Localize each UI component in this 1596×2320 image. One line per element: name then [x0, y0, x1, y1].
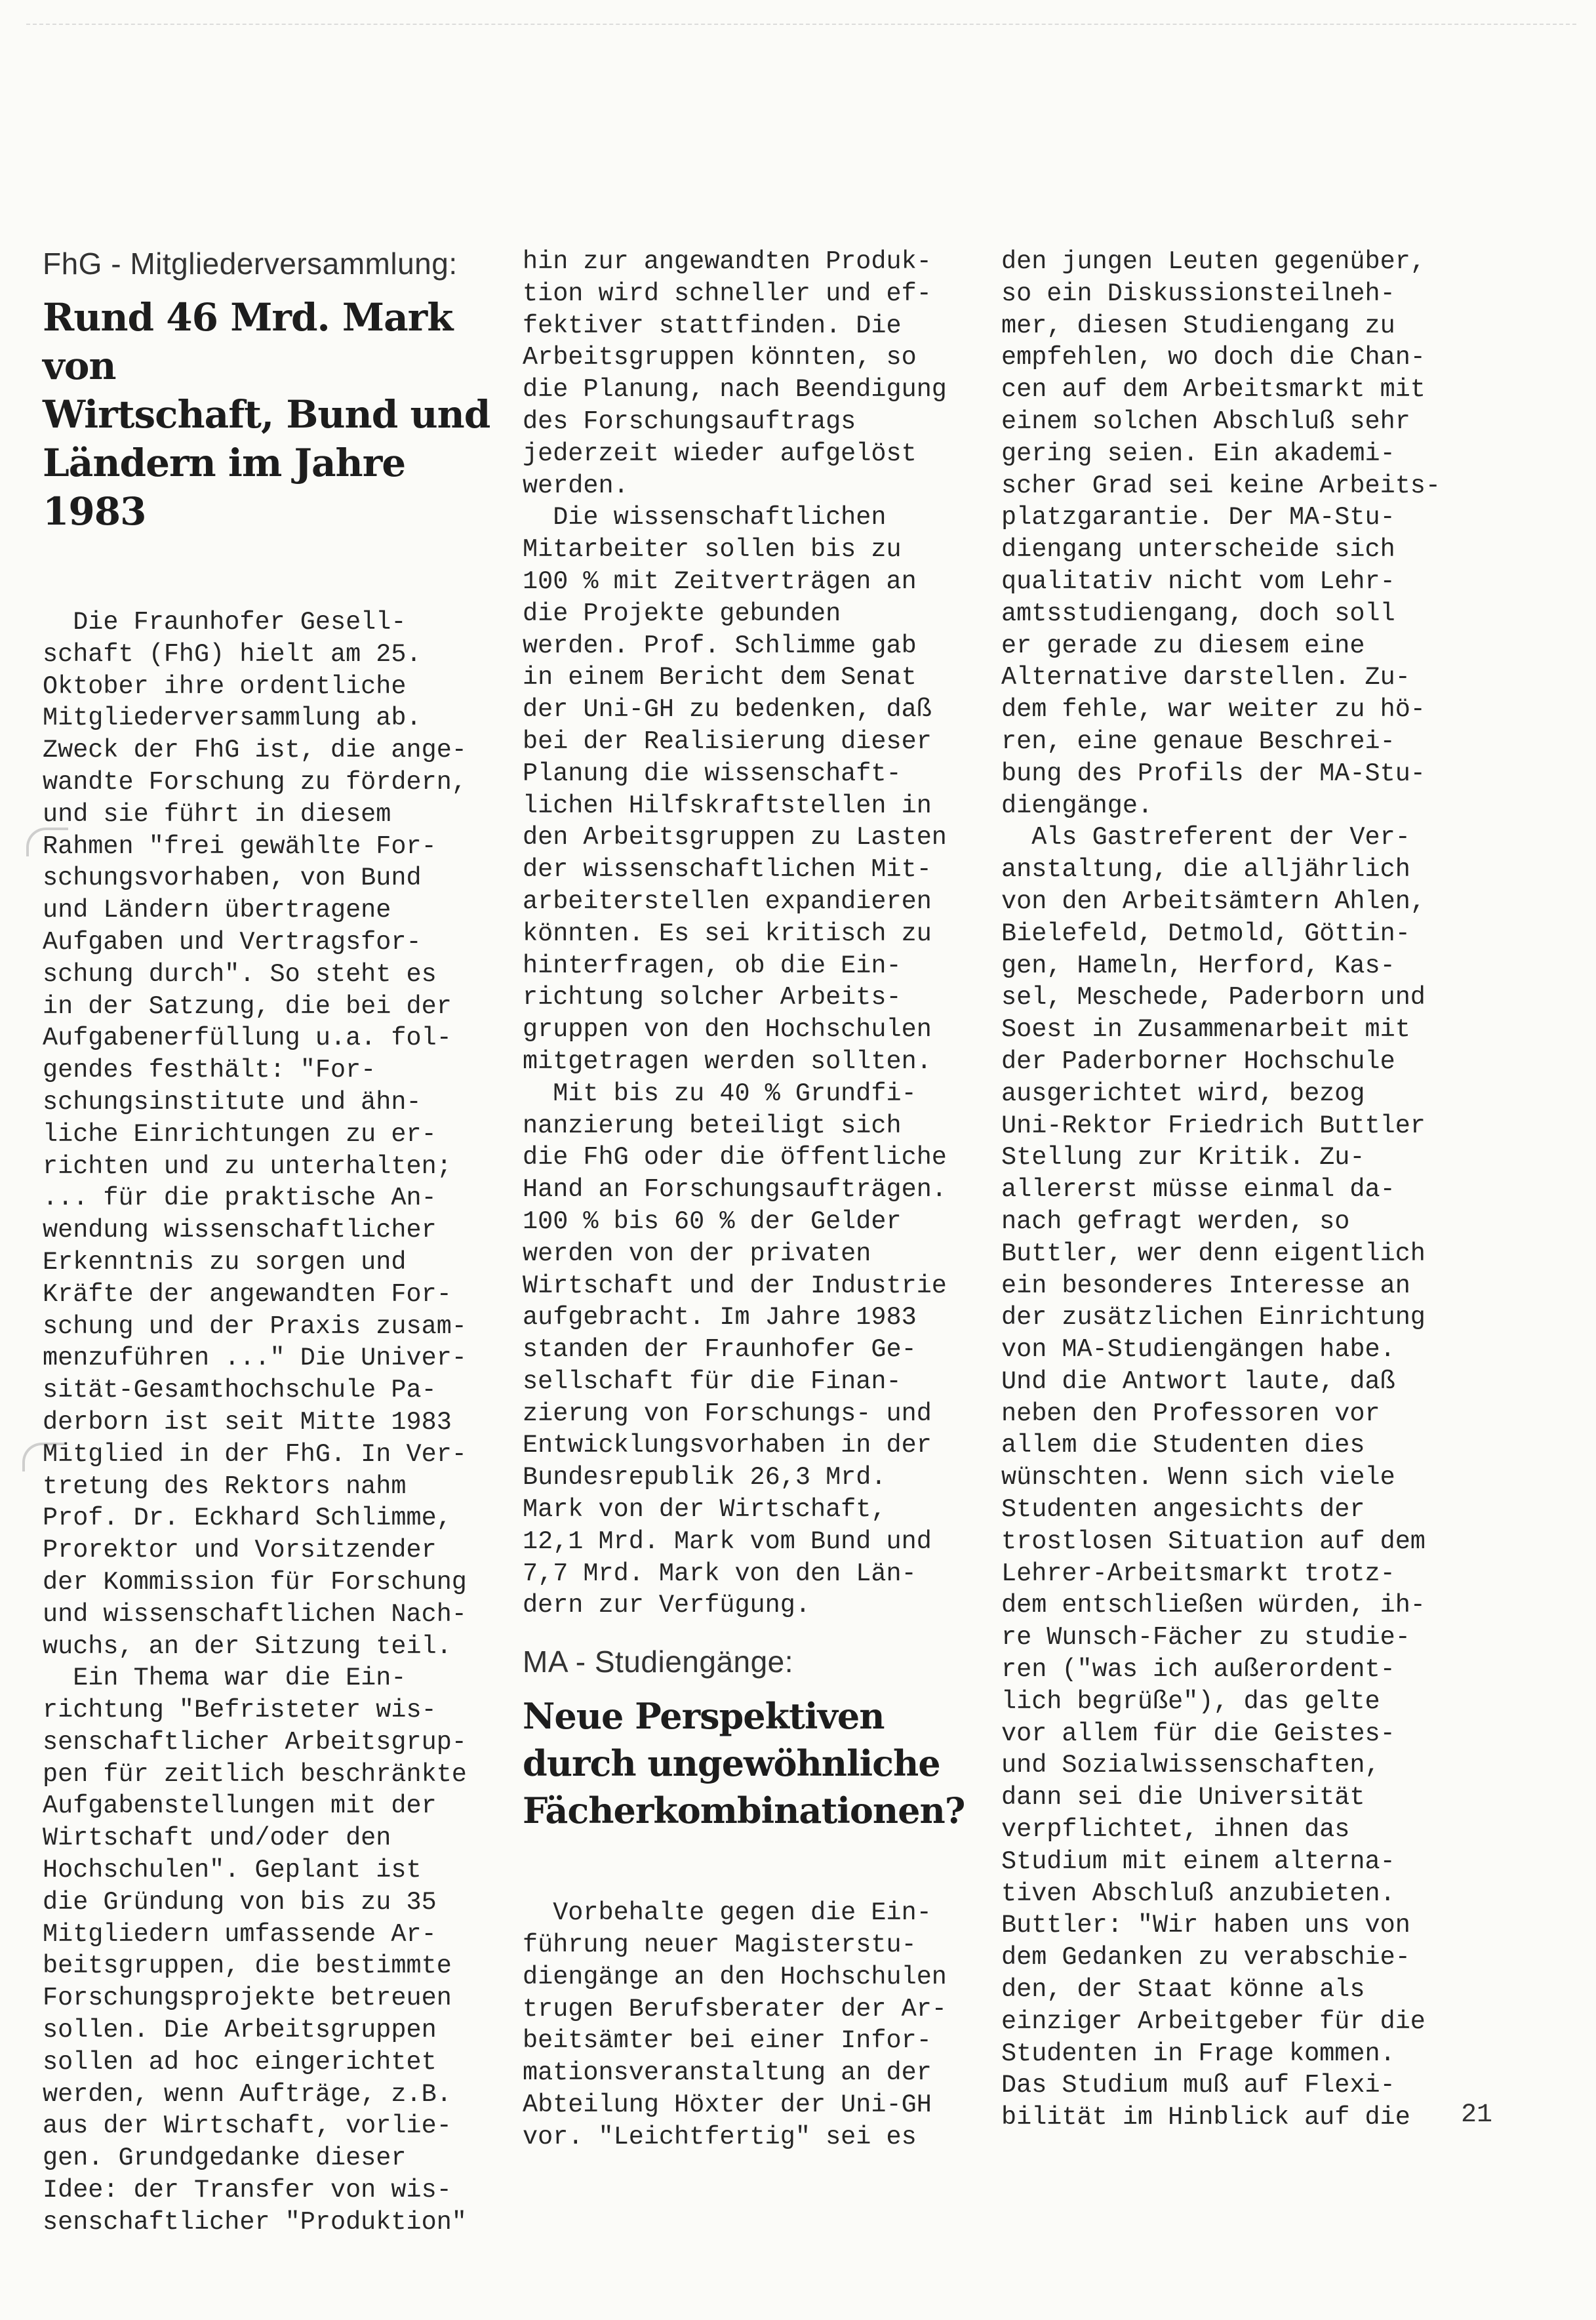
- text-line: von den Arbeitsämtern Ahlen,: [1001, 887, 1426, 916]
- text-line: dem Gedanken zu verabschie-: [1001, 1943, 1410, 1972]
- text-line: standen der Fraunhofer Ge-: [523, 1335, 917, 1365]
- text-line: vor allem für die Geistes-: [1001, 1719, 1395, 1748]
- text-line: bei der Realisierung dieser: [523, 727, 932, 756]
- text-line: Entwicklungsvorhaben in der: [523, 1431, 932, 1460]
- text-line: Studium mit einem alterna-: [1001, 1847, 1395, 1876]
- text-line: Forschungsprojekte betreuen: [43, 1984, 452, 2013]
- column-3: [1001, 246, 1473, 2134]
- text-line: werden von der privaten: [523, 1239, 871, 1268]
- text-line: trostlosen Situation auf dem: [1001, 1527, 1426, 1556]
- headline-line: Ländern im Jahre 1983: [43, 441, 406, 534]
- text-line: Wirtschaft und der Industrie: [523, 1271, 947, 1300]
- text-line: Die Fraunhofer Gesell-: [43, 608, 407, 637]
- text-line: so ein Diskussionsteilneh-: [1001, 279, 1395, 308]
- text-line: Planung die wissenschaft-: [523, 759, 902, 788]
- headline-line: Fächerkombinationen?: [523, 1790, 965, 1832]
- text-line: tretung des Rektors nahm: [43, 1471, 407, 1501]
- text-line: lich begrüße"), das gelte: [1001, 1687, 1380, 1716]
- text-line: dem fehle, war weiter zu hö-: [1001, 695, 1426, 725]
- text-line: gen. Grundgedanke dieser: [43, 2144, 407, 2173]
- text-line: mitgetragen werden sollten.: [523, 1047, 932, 1076]
- text-line: Uni-Rektor Friedrich Buttler: [1001, 1111, 1426, 1140]
- text-line: Hochschulen". Geplant ist: [43, 1856, 422, 1885]
- text-line: den jungen Leuten gegenüber,: [1001, 247, 1426, 276]
- text-line: pen für zeitlich beschränkte: [43, 1759, 467, 1789]
- text-line: Aufgabenerfüllung u.a. fol-: [43, 1024, 452, 1053]
- text-line: Vorbehalte gegen die Ein-: [523, 1898, 932, 1928]
- text-line: bilität im Hinblick auf die: [1001, 2103, 1410, 2132]
- text-line: werden, wenn Aufträge, z.B.: [43, 2079, 452, 2109]
- text-line: den Arbeitsgruppen zu Lasten: [523, 823, 947, 852]
- column-1: [43, 246, 515, 2239]
- text-line: arbeiterstellen expandieren: [523, 887, 932, 916]
- text-line: beitsämter bei einer Infor-: [523, 2026, 932, 2056]
- text-line: schung durch". So steht es: [43, 959, 437, 989]
- text-line: Oktober ihre ordentliche: [43, 671, 407, 701]
- text-line: vor. "Leichtfertig" sei es: [523, 2122, 917, 2151]
- text-line: Bielefeld, Detmold, Göttin-: [1001, 919, 1410, 948]
- text-line: aufgebracht. Im Jahre 1983: [523, 1303, 917, 1332]
- text-line: Wirtschaft und/oder den: [43, 1824, 391, 1853]
- text-line: derborn ist seit Mitte 1983: [43, 1407, 452, 1437]
- article2-body-col2: [523, 1897, 995, 2153]
- text-line: zierung von Forschungs- und: [523, 1399, 932, 1428]
- text-line: hinterfragen, ob die Ein-: [523, 951, 902, 980]
- text-line: von MA-Studiengängen habe.: [1001, 1335, 1395, 1365]
- text-line: platzgarantie. Der MA-Stu-: [1001, 503, 1395, 532]
- text-line: den, der Staat könne als: [1001, 1975, 1365, 2005]
- text-line: neben den Professoren vor: [1001, 1399, 1380, 1428]
- headline-line: Rund 46 Mrd. Mark von: [43, 295, 453, 388]
- text-line: Mitarbeiter sollen bis zu: [523, 535, 902, 565]
- article2-header: [523, 1644, 995, 1834]
- text-line: Prorektor und Vorsitzender: [43, 1536, 437, 1565]
- text-line: werden.: [523, 471, 629, 500]
- text-line: anstaltung, die alljährlich: [1001, 855, 1410, 885]
- text-line: Ein Thema war die Ein-: [43, 1664, 407, 1693]
- text-line: dern zur Verfügung.: [523, 1591, 810, 1620]
- text-line: wuchs, an der Sitzung teil.: [43, 1631, 452, 1661]
- text-line: cen auf dem Arbeitsmarkt mit: [1001, 375, 1426, 405]
- text-line: allererst müsse einmal da-: [1001, 1175, 1395, 1205]
- text-line: scher Grad sei keine Arbeits-: [1001, 471, 1441, 500]
- text-line: die Gründung von bis zu 35: [43, 1887, 437, 1917]
- text-line: 7,7 Mrd. Mark von den Län-: [523, 1559, 917, 1588]
- page-number: 21: [1461, 2100, 1493, 2130]
- text-line: Alternative darstellen. Zu-: [1001, 663, 1410, 692]
- text-line: allem die Studenten dies: [1001, 1431, 1365, 1460]
- text-line: mationsveranstaltung an der: [523, 2058, 932, 2088]
- text-line: Aufgaben und Vertragsfor-: [43, 927, 422, 957]
- text-line: schung und der Praxis zusam-: [43, 1311, 467, 1341]
- text-line: empfehlen, wo doch die Chan-: [1001, 343, 1426, 372]
- text-line: mer, diesen Studiengang zu: [1001, 311, 1395, 340]
- text-line: menzuführen ..." Die Univer-: [43, 1344, 467, 1373]
- text-line: sollen. Die Arbeitsgruppen: [43, 2016, 437, 2045]
- text-line: ren, eine genaue Beschrei-: [1001, 727, 1395, 756]
- text-line: Mitglied in der FhG. In Ver-: [43, 1439, 467, 1469]
- text-line: könnten. Es sei kritisch zu: [523, 919, 932, 948]
- text-line: sel, Meschede, Paderborn und: [1001, 983, 1426, 1012]
- text-line: ren ("was ich außerordent-: [1001, 1655, 1395, 1685]
- text-line: Soest in Zusammenarbeit mit: [1001, 1015, 1410, 1045]
- text-line: der wissenschaftlichen Mit-: [523, 855, 932, 885]
- text-line: Abteilung Höxter der Uni-GH: [523, 2090, 932, 2120]
- headline-line: Wirtschaft, Bund und: [43, 392, 490, 437]
- text-line: richtung solcher Arbeits-: [523, 983, 902, 1012]
- text-line: Buttler, wer denn eigentlich: [1001, 1239, 1426, 1268]
- text-line: ausgerichtet wird, bezog: [1001, 1079, 1365, 1108]
- text-line: einziger Arbeitgeber für die: [1001, 2007, 1426, 2036]
- text-line: ein besonderes Interesse an: [1001, 1271, 1410, 1300]
- text-line: sellschaft für die Finan-: [523, 1367, 902, 1396]
- text-line: Arbeitsgruppen könnten, so: [523, 343, 917, 372]
- text-line: der Uni-GH zu bedenken, daß: [523, 695, 932, 725]
- text-line: jederzeit wieder aufgelöst: [523, 439, 917, 468]
- text-line: richtung "Befristeter wis-: [43, 1696, 437, 1725]
- text-line: verpflichtet, ihnen das: [1001, 1815, 1350, 1845]
- text-line: Hand an Forschungsaufträgen.: [523, 1175, 947, 1205]
- text-line: werden. Prof. Schlimme gab: [523, 631, 917, 660]
- text-line: Lehrer-Arbeitsmarkt trotz-: [1001, 1559, 1395, 1588]
- text-line: Prof. Dr. Eckhard Schlimme,: [43, 1504, 452, 1533]
- text-line: Buttler: "Wir haben uns von: [1001, 1911, 1410, 1940]
- text-line: hin zur angewandten Produk-: [523, 247, 932, 276]
- text-line: amtsstudiengang, doch soll: [1001, 599, 1395, 628]
- text-line: 12,1 Mrd. Mark vom Bund und: [523, 1527, 932, 1556]
- article1-body-col2: [523, 246, 995, 1622]
- text-line: gendes festhält: "For-: [43, 1056, 376, 1085]
- text-line: senschaftlicher "Produktion": [43, 2207, 467, 2237]
- text-line: qualitativ nicht vom Lehr-: [1001, 567, 1395, 596]
- text-line: wandte Forschung zu fördern,: [43, 767, 467, 797]
- text-line: der Paderborner Hochschule: [1001, 1047, 1395, 1076]
- text-line: senschaftlicher Arbeitsgrup-: [43, 1727, 467, 1757]
- text-line: nanzierung beteiligt sich: [523, 1111, 902, 1140]
- text-line: und wissenschaftlichen Nach-: [43, 1599, 467, 1629]
- headline-line: durch ungewöhnliche: [523, 1742, 940, 1785]
- text-line: schaft (FhG) hielt am 25.: [43, 639, 422, 669]
- text-line: nach gefragt werden, so: [1001, 1207, 1350, 1236]
- text-line: trugen Berufsberater der Ar-: [523, 1994, 947, 2024]
- text-line: sollen ad hoc eingerichtet: [43, 2047, 437, 2077]
- text-line: 100 % mit Zeitverträgen an: [523, 567, 917, 596]
- text-line: ... für die praktische An-: [43, 1184, 437, 1213]
- article2-headline: [523, 1692, 995, 1834]
- text-line: Bundesrepublik 26,3 Mrd.: [523, 1463, 887, 1492]
- text-line: Stellung zur Kritik. Zu-: [1001, 1143, 1365, 1172]
- text-line: richten und zu unterhalten;: [43, 1151, 452, 1181]
- article2-body-col3: [1001, 246, 1473, 2134]
- text-line: schungsvorhaben, von Bund: [43, 864, 422, 893]
- text-line: Studenten in Frage kommen.: [1001, 2039, 1395, 2068]
- text-line: diengänge.: [1001, 791, 1153, 820]
- text-line: Die wissenschaftlichen: [523, 503, 887, 532]
- column-2: [523, 246, 995, 2153]
- text-line: dem entschließen würden, ih-: [1001, 1591, 1426, 1620]
- text-line: Mit bis zu 40 % Grundfi-: [523, 1079, 917, 1108]
- text-line: aus der Wirtschaft, vorlie-: [43, 2111, 452, 2141]
- text-line: fektiver stattfinden. Die: [523, 311, 902, 340]
- text-line: liche Einrichtungen zu er-: [43, 1119, 437, 1149]
- text-line: Erkenntnis zu sorgen und: [43, 1247, 407, 1277]
- text-line: Zweck der FhG ist, die ange-: [43, 736, 467, 765]
- article1-headline: [43, 293, 515, 536]
- text-line: Idee: der Transfer von wis-: [43, 2176, 452, 2205]
- text-line: Studenten angesichts der: [1001, 1495, 1365, 1525]
- text-line: schungsinstitute und ähn-: [43, 1087, 422, 1117]
- text-line: die FhG oder die öffentliche: [523, 1143, 947, 1172]
- text-line: führung neuer Magisterstu-: [523, 1930, 917, 1960]
- text-line: Rahmen "frei gewählte For-: [43, 831, 437, 861]
- text-line: gruppen von den Hochschulen: [523, 1015, 932, 1045]
- text-line: und sie führt in diesem: [43, 799, 391, 829]
- text-line: in der Satzung, die bei der: [43, 991, 452, 1021]
- text-line: wünschten. Wenn sich viele: [1001, 1463, 1395, 1492]
- text-line: die Projekte gebunden: [523, 599, 841, 628]
- text-line: in einem Bericht dem Senat: [523, 663, 917, 692]
- text-line: Das Studium muß auf Flexi-: [1001, 2071, 1395, 2100]
- article1-body-col1: [43, 607, 515, 2239]
- text-line: die Planung, nach Beendigung: [523, 375, 947, 405]
- text-line: beitsgruppen, die bestimmte: [43, 1951, 452, 1981]
- article2-kicker: MA - Studiengänge:: [523, 1645, 794, 1679]
- headline-line: Neue Perspektiven: [523, 1695, 885, 1738]
- text-line: 100 % bis 60 % der Gelder: [523, 1207, 902, 1236]
- text-line: dann sei die Universität: [1001, 1783, 1365, 1812]
- text-line: des Forschungsauftrags: [523, 407, 856, 436]
- text-line: der zusätzlichen Einrichtung: [1001, 1303, 1426, 1332]
- text-line: Kräfte der angewandten For-: [43, 1279, 452, 1309]
- text-line: gen, Hameln, Herford, Kas-: [1001, 951, 1395, 980]
- text-line: er gerade zu diesem eine: [1001, 631, 1365, 660]
- text-line: bung des Profils der MA-Stu-: [1001, 759, 1426, 788]
- text-line: Mark von der Wirtschaft,: [523, 1495, 887, 1525]
- text-line: Mitgliederversammlung ab.: [43, 704, 422, 733]
- text-line: lichen Hilfskraftstellen in: [523, 791, 932, 820]
- text-line: gering seien. Ein akademi-: [1001, 439, 1395, 468]
- text-line: diengänge an den Hochschulen: [523, 1962, 947, 1991]
- text-line: sität-Gesamthochschule Pa-: [43, 1376, 437, 1405]
- text-line: tion wird schneller und ef-: [523, 279, 932, 308]
- text-line: Und die Antwort laute, daß: [1001, 1367, 1395, 1396]
- text-line: tiven Abschluß anzubieten.: [1001, 1879, 1395, 1908]
- text-line: der Kommission für Forschung: [43, 1567, 467, 1597]
- text-line: re Wunsch-Fächer zu studie-: [1001, 1623, 1410, 1652]
- text-line: und Sozialwissenschaften,: [1001, 1751, 1380, 1780]
- text-line: Als Gastreferent der Ver-: [1001, 823, 1410, 852]
- text-line: einem solchen Abschluß sehr: [1001, 407, 1410, 436]
- article1-kicker: FhG - Mitgliederversammlung:: [43, 247, 458, 281]
- text-line: und Ländern übertragene: [43, 896, 391, 925]
- text-line: Aufgabenstellungen mit der: [43, 1791, 437, 1821]
- text-line: Mitgliedern umfassende Ar-: [43, 1919, 437, 1949]
- top-edge-line: [26, 24, 1576, 25]
- text-line: diengang unterscheide sich: [1001, 535, 1395, 565]
- text-line: wendung wissenschaftlicher: [43, 1216, 437, 1245]
